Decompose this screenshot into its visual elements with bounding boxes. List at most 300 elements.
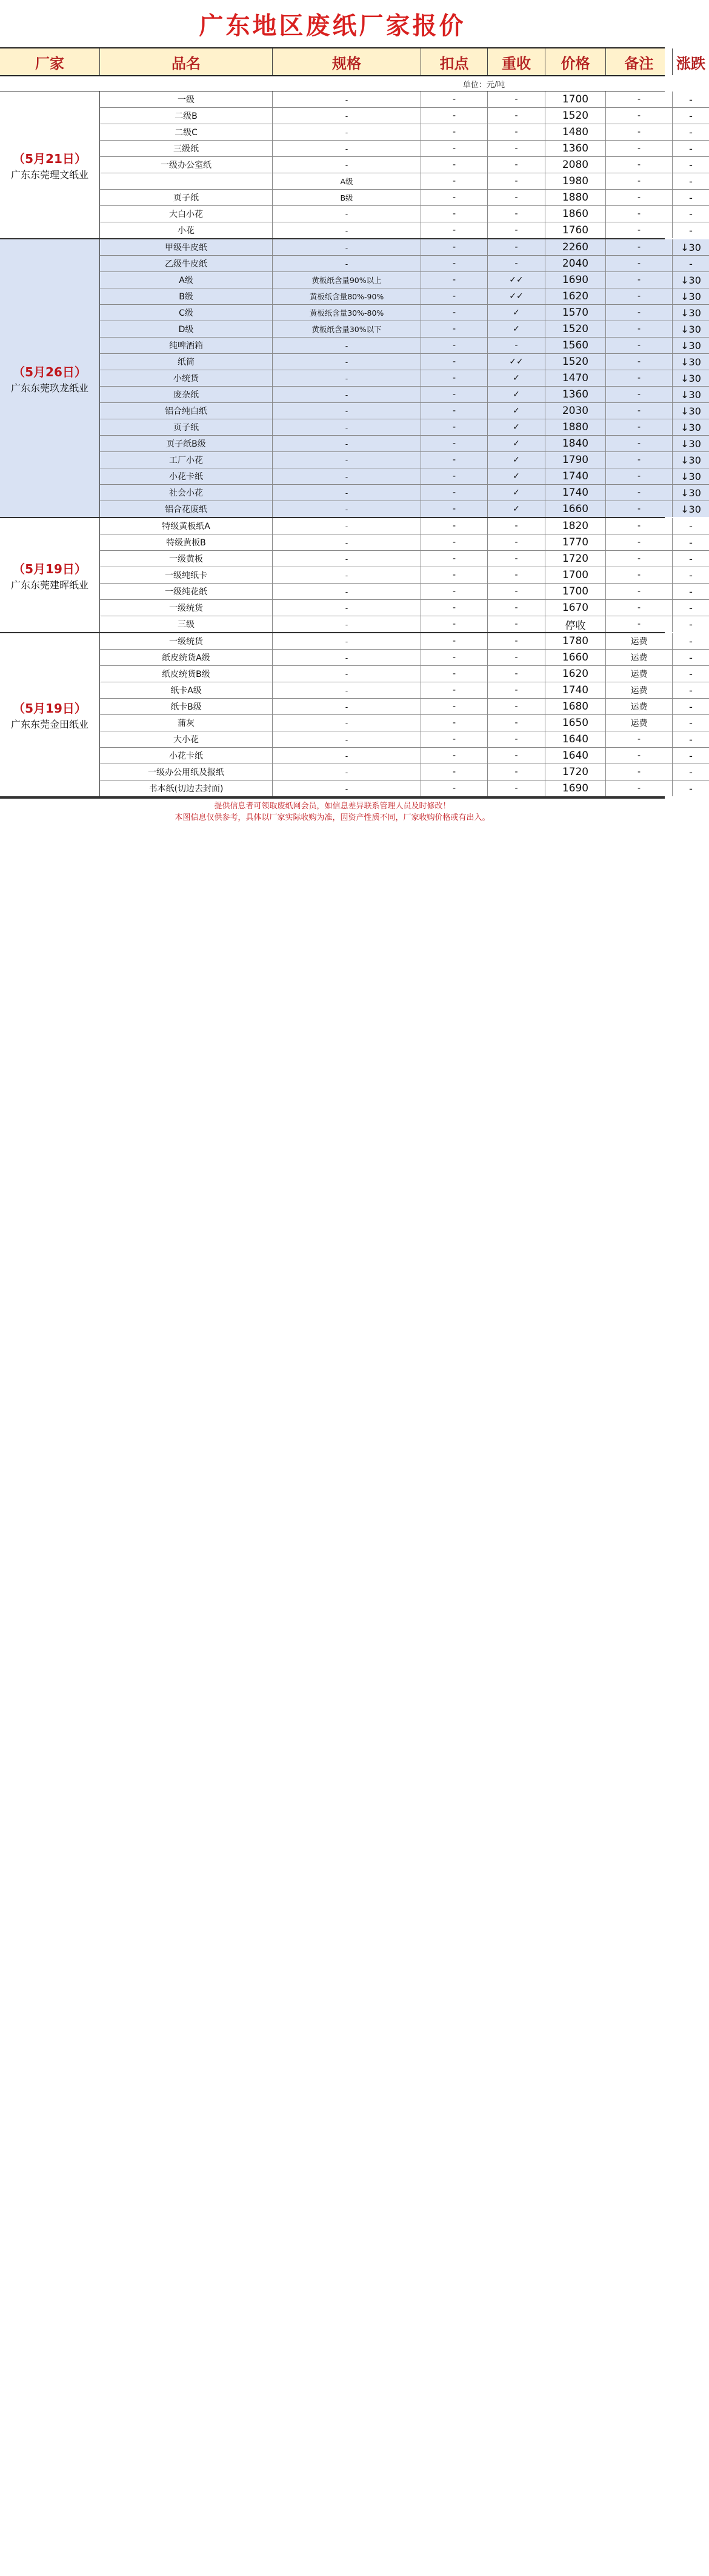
change-cell: ↓30 [673,419,709,435]
product-name: 一级办公室纸 [100,157,273,173]
price-cell: 1820 [545,518,606,534]
table-row [100,157,709,173]
price-sheet [0,0,705,827]
heavy-cell: - [488,633,545,649]
product-name: 特级黄板纸A [100,518,273,534]
price-cell: 1640 [545,731,606,747]
note-cell: 运费 [606,682,673,698]
price-cell: 1690 [545,780,606,796]
heavy-cell: - [488,222,545,238]
header-price: 价格 [545,48,606,75]
price-cell: 1660 [545,650,606,665]
change-cell: - [689,717,693,729]
note-cell: - [606,92,673,107]
change-cell: - [689,159,693,171]
price-cell: 1780 [545,633,606,649]
header-change: 涨跌 [676,54,705,72]
note-cell: - [606,419,673,435]
change-cell: ↓30 [673,370,709,386]
table-row [100,452,709,468]
note-cell: - [606,370,673,386]
heavy-cell: - [488,748,545,764]
product-name: 一级统货 [100,600,273,616]
heavy-cell: - [488,157,545,173]
spec-cell: - [273,256,421,271]
note-cell: - [606,256,673,271]
heavy-cell: ✓ [488,321,545,337]
table-row [100,124,709,141]
change-cell: - [689,602,693,614]
deduct-cell: - [421,141,488,156]
heavy-cell: - [488,699,545,714]
heavy-cell: ✓ [488,419,545,435]
note-cell: - [606,534,673,550]
heavy-cell: ✓ [488,501,545,517]
note-cell: - [606,764,673,780]
product-name: 大白小花 [100,206,273,222]
heavy-cell: - [488,731,545,747]
table-row [100,173,709,190]
heavy-cell: ✓ [488,387,545,402]
spec-cell: - [273,108,421,124]
note-cell: - [606,600,673,616]
heavy-cell: - [488,239,545,255]
product-name: 一级统货 [100,633,273,649]
change-cell: ↓30 [673,403,709,419]
price-cell: 1360 [545,141,606,156]
table-row [100,780,709,796]
table-row [100,370,709,387]
spec-cell: - [273,534,421,550]
deduct-cell: - [421,222,488,238]
table-row [100,321,709,338]
spec-cell: - [273,764,421,780]
product-name: 小统货 [100,370,273,386]
table-row [100,567,709,584]
price-cell: 1790 [545,452,606,468]
company-cell [0,518,100,632]
table-row [100,239,709,256]
note-cell: - [606,518,673,534]
product-name: 纸皮统货A级 [100,650,273,665]
heavy-cell: - [488,715,545,731]
deduct-cell: - [421,108,488,124]
product-name: 铝合花废纸 [100,501,273,517]
deduct-cell: - [421,436,488,451]
table-row [100,584,709,600]
deduct-cell: - [421,403,488,419]
deduct-cell: - [421,748,488,764]
spec-cell: - [273,239,421,255]
quote-date: （5月21日） [13,151,87,166]
product-name: 一级纯花纸 [100,584,273,599]
company-name: 广东东莞玖龙纸业 [10,382,88,394]
spec-cell: - [273,92,421,107]
heavy-cell: - [488,124,545,140]
product-rows [100,92,709,238]
price-cell: 1670 [545,600,606,616]
spec-cell: - [273,387,421,402]
table-row [100,436,709,452]
note-cell: - [606,567,673,583]
spec-cell: - [273,436,421,451]
product-name: 三级 [100,616,273,632]
deduct-cell: - [421,485,488,501]
header-heavy: 重收 [488,48,545,75]
product-name: 一级黄板 [100,551,273,567]
change-cell: - [689,175,693,187]
spec-cell: - [273,715,421,731]
deduct-cell: - [421,452,488,468]
product-name: 纸筒 [100,354,273,370]
price-cell: 1700 [545,92,606,107]
change-cell: ↓30 [673,338,709,353]
deduct-cell: - [421,419,488,435]
header-company: 厂家 [0,48,100,75]
spec-cell: - [273,780,421,796]
note-cell: - [606,190,673,205]
change-cell: - [689,651,693,664]
change-cell: - [673,256,709,271]
table-row [100,731,709,748]
deduct-cell: - [421,764,488,780]
heavy-cell: - [488,600,545,616]
change-cell: - [689,766,693,778]
price-cell: 1560 [545,338,606,353]
change-cell: ↓30 [673,436,709,451]
table-row [100,288,709,305]
note-cell: - [606,305,673,321]
change-cell: - [689,618,693,630]
heavy-cell: ✓✓ [488,354,545,370]
deduct-cell: - [421,157,488,173]
product-name: 纸卡A级 [100,682,273,698]
spec-cell: 黄板纸含量90%以上 [273,272,421,288]
price-cell: 1840 [545,436,606,451]
note-cell: - [606,288,673,304]
unit-label: 单位：元/吨 [0,76,665,92]
table-row [100,551,709,567]
heavy-cell: ✓ [488,305,545,321]
table-row [100,419,709,436]
deduct-cell: - [421,354,488,370]
table-row [100,403,709,419]
table-row [100,222,709,238]
product-rows [100,239,709,517]
company-cell [0,633,100,796]
price-cell: 1760 [545,222,606,238]
deduct-cell: - [421,256,488,271]
change-cell: - [689,224,693,236]
deduct-cell: - [421,518,488,534]
note-cell: - [606,141,673,156]
spec-cell: - [273,584,421,599]
table-row [100,534,709,551]
change-cell: - [689,635,693,647]
table-row [100,387,709,403]
heavy-cell: - [488,108,545,124]
spec-cell: 黄板纸含量30%以下 [273,321,421,337]
note-cell: - [606,108,673,124]
change-cell: ↓30 [673,387,709,402]
product-name: 甲级牛皮纸 [100,239,273,255]
deduct-cell: - [421,338,488,353]
heavy-cell: - [488,256,545,271]
heavy-cell: ✓ [488,452,545,468]
table-row [100,92,709,108]
change-cell: ↓30 [673,468,709,484]
note-cell: - [606,436,673,451]
table-row [100,666,709,682]
deduct-cell: - [421,305,488,321]
spec-cell: - [273,666,421,682]
deduct-cell: - [421,272,488,288]
change-cell: ↓30 [673,452,709,468]
heavy-cell: ✓ [488,468,545,484]
spec-cell: - [273,682,421,698]
heavy-cell: - [488,173,545,189]
spec-cell: - [273,731,421,747]
deduct-cell: - [421,567,488,583]
change-cell: - [689,701,693,713]
header-product: 品名 [100,48,273,75]
price-cell: 1680 [545,699,606,714]
heavy-cell: - [488,584,545,599]
product-name: 二级B [100,108,273,124]
change-cell: - [689,191,693,204]
company-group [0,92,693,239]
heavy-cell: ✓✓ [488,272,545,288]
table-row [100,305,709,321]
heavy-cell: - [488,141,545,156]
price-cell: 1700 [545,584,606,599]
product-name: 大小花 [100,731,273,747]
deduct-cell: - [421,387,488,402]
product-name: 小花卡纸 [100,468,273,484]
deduct-cell: - [421,666,488,682]
price-cell: 1740 [545,485,606,501]
change-cell: - [689,208,693,220]
company-group [0,518,693,633]
note-cell: 运费 [606,650,673,665]
change-cell: ↓30 [673,321,709,337]
deduct-cell: - [421,206,488,222]
spec-cell: - [273,518,421,534]
product-name: C级 [100,305,273,321]
product-name: 二级C [100,124,273,140]
heavy-cell: - [488,666,545,682]
spec-cell: B级 [273,190,421,205]
note-cell: 运费 [606,633,673,649]
spec-cell: - [273,616,421,632]
heavy-cell: - [488,780,545,796]
deduct-cell: - [421,682,488,698]
spec-cell: 黄板纸含量80%-90% [273,288,421,304]
spec-cell: 黄板纸含量30%-80% [273,305,421,321]
company-cell [0,239,100,517]
quote-date: （5月19日） [13,701,87,716]
change-cell: - [689,536,693,548]
note-cell: - [606,157,673,173]
heavy-cell: ✓ [488,370,545,386]
heavy-cell: - [488,338,545,353]
change-cell: ↓30 [673,354,709,370]
change-cell: ↓30 [673,288,709,304]
spec-cell: - [273,124,421,140]
change-cell: - [689,750,693,762]
table-row [100,354,709,370]
spec-cell: - [273,567,421,583]
heavy-cell: - [488,764,545,780]
table-row [100,682,709,699]
product-name: 特级黄板B [100,534,273,550]
heavy-cell: - [488,616,545,632]
company-group [0,239,701,518]
heavy-cell: - [488,682,545,698]
note-cell: - [606,222,673,238]
price-cell: 1650 [545,715,606,731]
note-cell: - [606,731,673,747]
price-cell: 1720 [545,764,606,780]
product-rows [100,518,709,632]
table-row [100,501,709,517]
heavy-cell: ✓ [488,436,545,451]
product-name: 小花卡纸 [100,748,273,764]
deduct-cell: - [421,321,488,337]
table-row [100,256,709,272]
note-cell: - [606,403,673,419]
heavy-cell: ✓ [488,403,545,419]
note-cell: - [606,173,673,189]
product-name: 一级纯纸卡 [100,567,273,583]
deduct-cell: - [421,239,488,255]
spec-cell: - [273,501,421,517]
note-cell: - [606,206,673,222]
note-cell: - [606,468,673,484]
spec-cell: A级 [273,173,421,189]
spec-cell: - [273,633,421,649]
price-cell: 1570 [545,305,606,321]
price-cell: 1700 [545,567,606,583]
price-cell: 1620 [545,288,606,304]
price-cell: 1880 [545,190,606,205]
table-row [100,715,709,731]
note-cell: - [606,124,673,140]
footer-line-1: 提供信息者可领取废纸网会员，如信息差异联系管理人员及时修改！ [214,802,451,811]
note-cell: 运费 [606,666,673,682]
product-name: 书本纸(切边去封面) [100,780,273,796]
deduct-cell: - [421,699,488,714]
table-row [100,468,709,485]
price-cell: 1520 [545,108,606,124]
product-name: 社会小花 [100,485,273,501]
deduct-cell: - [421,551,488,567]
spec-cell: - [273,452,421,468]
price-cell: 2040 [545,256,606,271]
note-cell: - [606,485,673,501]
deduct-cell: - [421,288,488,304]
product-name: 蒲灰 [100,715,273,731]
price-cell: 1520 [545,321,606,337]
deduct-cell: - [421,600,488,616]
product-name: A级 [100,272,273,288]
price-groups [0,92,701,797]
deduct-cell: - [421,173,488,189]
spec-cell: - [273,338,421,353]
change-cell: - [689,126,693,138]
spec-cell: - [273,157,421,173]
deduct-cell: - [421,92,488,107]
note-cell: - [606,748,673,764]
price-cell: 1860 [545,206,606,222]
product-rows [100,633,709,796]
heavy-cell: ✓ [488,485,545,501]
footer-line-2: 本图信息仅供参考，具体以厂家实际收购为准，因资产性质不同，厂家收购价格或有出入。 [175,813,490,822]
deduct-cell: - [421,731,488,747]
product-name: 小花 [100,222,273,238]
deduct-cell: - [421,370,488,386]
change-cell: - [689,93,693,105]
table-row [100,699,709,715]
table-row [100,141,709,157]
table-row [100,206,709,222]
heavy-cell: - [488,567,545,583]
price-cell: 2260 [545,239,606,255]
spec-cell: - [273,699,421,714]
price-cell: 1640 [545,748,606,764]
banner [0,0,665,47]
page-title: 广东地区废纸厂家报价 [199,11,466,40]
deduct-cell: - [421,124,488,140]
footer [0,797,665,827]
product-name: 纯啤酒箱 [100,338,273,353]
quote-date: （5月19日） [13,561,87,576]
price-cell: 1770 [545,534,606,550]
spec-cell: - [273,206,421,222]
note-cell: - [606,452,673,468]
change-cell: ↓30 [673,501,709,517]
change-cell: - [689,569,693,581]
price-cell: 1690 [545,272,606,288]
change-cell: ↓30 [673,239,709,255]
price-cell: 1620 [545,666,606,682]
note-cell: - [606,780,673,796]
change-cell: - [689,110,693,122]
note-cell: - [606,584,673,599]
price-cell: 1720 [545,551,606,567]
heavy-cell: - [488,534,545,550]
table-row [100,764,709,780]
company-cell [0,92,100,238]
note-cell: - [606,501,673,517]
change-cell: - [689,553,693,565]
table-row [100,108,709,124]
product-name [100,173,273,189]
heavy-cell: - [488,518,545,534]
deduct-cell: - [421,715,488,731]
change-cell: ↓30 [673,485,709,501]
deduct-cell: - [421,633,488,649]
table-row [100,616,709,632]
spec-cell: - [273,403,421,419]
price-cell: 1360 [545,387,606,402]
heavy-cell: - [488,92,545,107]
heavy-cell: ✓✓ [488,288,545,304]
product-name: 三级纸 [100,141,273,156]
spec-cell: - [273,354,421,370]
deduct-cell: - [421,468,488,484]
heavy-cell: - [488,190,545,205]
